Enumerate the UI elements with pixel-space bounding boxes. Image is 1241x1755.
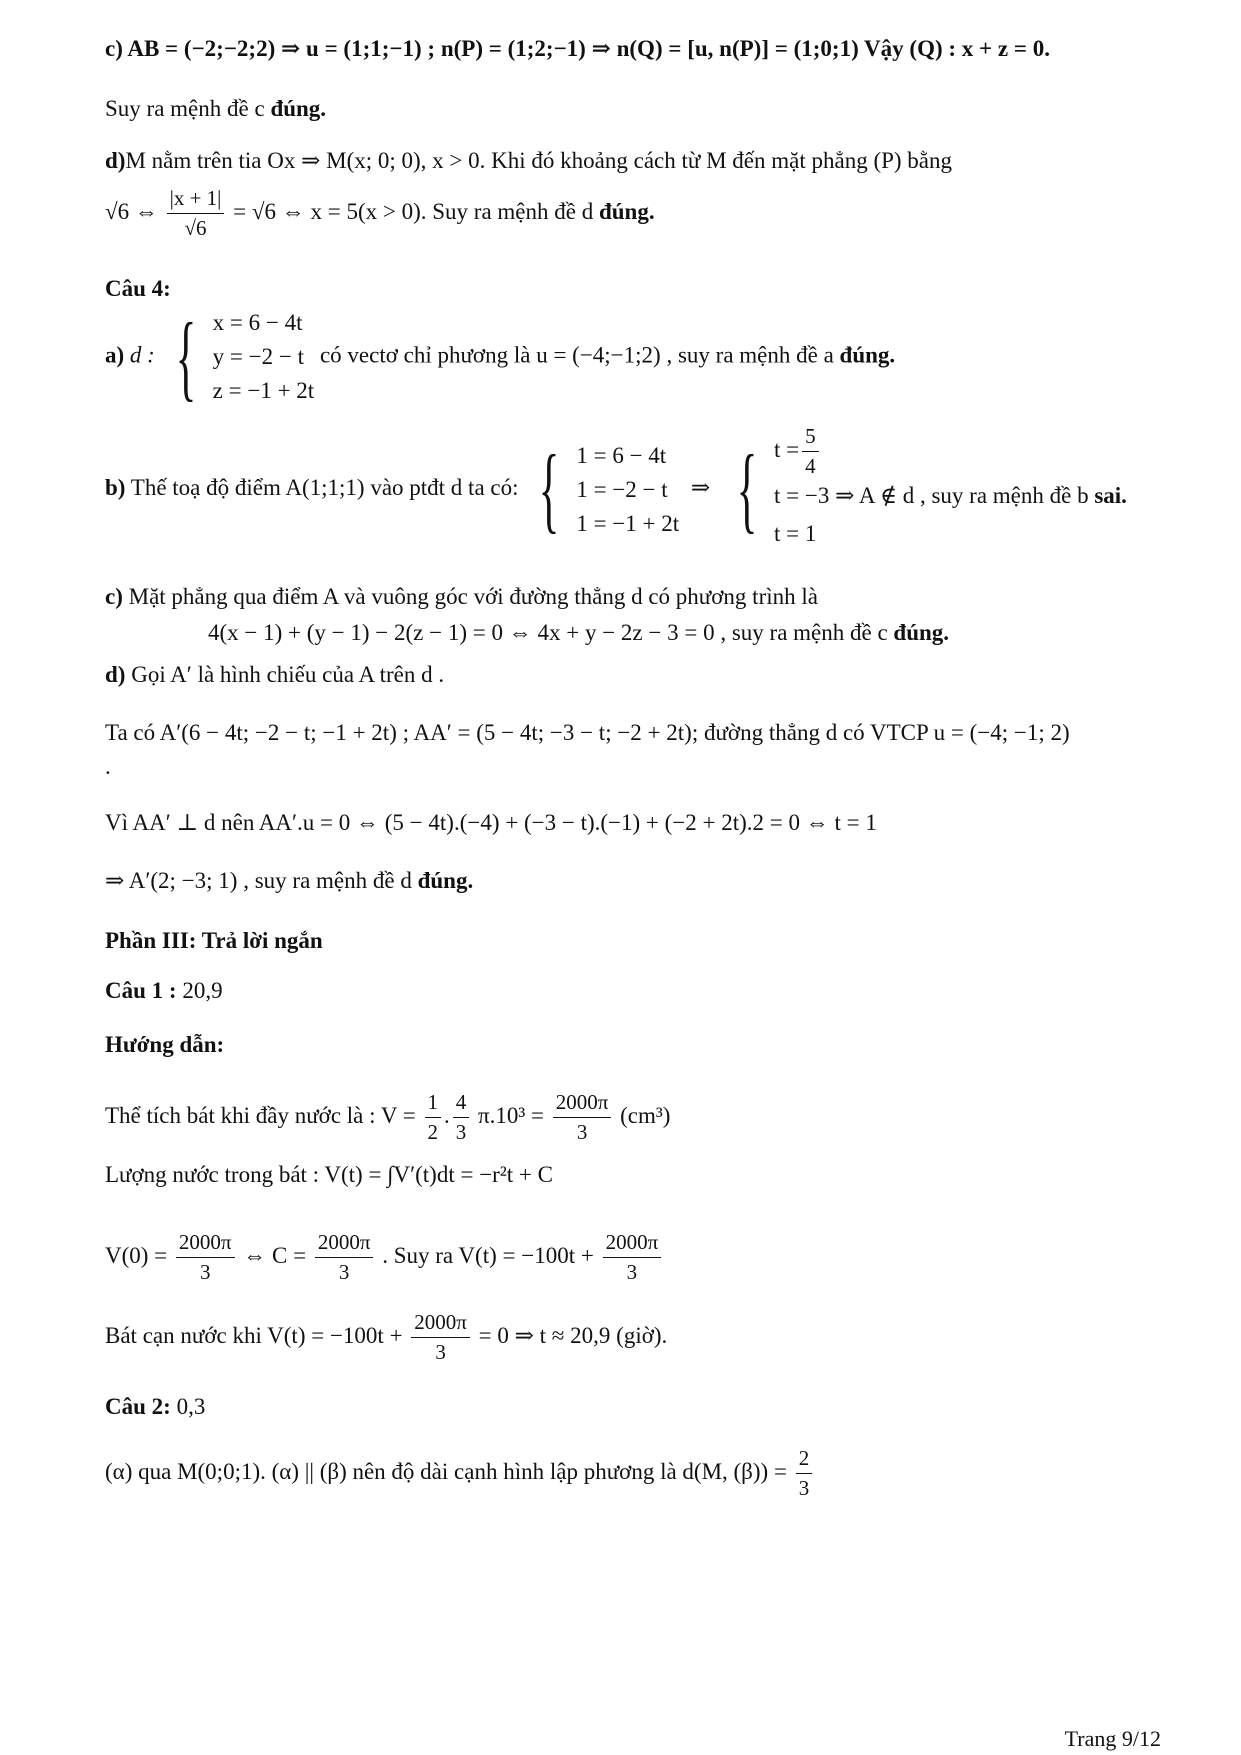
frac-num: |x + 1| [167,188,225,214]
frac-num: 2 [796,1448,813,1474]
d4-label: d) [105,662,126,687]
heading-huongdan: Hướng dẫn: [105,1032,225,1057]
system-b2 [722,426,1127,553]
a-label: a) [105,342,125,368]
d5-bold: đúng. [417,868,474,893]
d5-text: ⇒ A′(2; −3; 1) , suy ra mệnh đề d [105,868,418,893]
row: x = 6 − 4t [212,310,303,335]
c-eq: 4(x − 1) + (y − 1) − 2(z − 1) = 0 ⇔ 4x + y − 2z − 3 = 0 , suy ra mệnh đề c [208,620,894,645]
line-c-conclusion [105,94,326,124]
v1-mid: π.10³ = [478,1102,545,1128]
line-c-q4 [105,582,818,612]
frac-num: 2000π [411,1312,470,1338]
frac-den: 3 [435,1340,446,1364]
line-d2: Ta có A′(6 − 4t; −2 − t; −1 + 2t) ; AA′ = (5 − 4t; −3 − t; −2 + 2t); đường thẳng d có VTCP u = (−4; −1; 2) [105,720,1070,745]
distance-eq-right: = √6 ⇔ x = 5(x > 0). Suy ra mệnh đề d [233,198,599,224]
cau1-label: Câu 1 : [105,978,177,1003]
frac-num: 4 [453,1092,470,1118]
frac [796,1448,813,1499]
frac-2000pi [553,1092,612,1143]
v3-b: ⇔ C = [243,1242,307,1268]
a-bold: đúng. [839,342,896,368]
conclusion-bold: đúng. [270,96,327,121]
row: 1 = 6 − 4t [576,442,667,468]
frac-num: 2000π [603,1232,662,1258]
distance-eq-left: √6 ⇔ [105,198,158,224]
frac-den: √6 [184,216,207,240]
d4-text: Gọi A′ là hình chiếu của A trên d . [125,662,445,687]
frac-den: 3 [455,1120,467,1144]
line-empty-bowl [105,1312,667,1363]
c-label: c) [105,584,123,609]
line-d-q3 [105,146,952,176]
brace-b1: { [538,435,560,543]
line-volume [105,1092,670,1143]
distance-bold: đúng. [598,198,655,224]
frac-den: 3 [798,1476,810,1500]
c-text: Mặt phẳng qua điểm A và vuông góc với đường thẳng d có phương trình là [122,584,818,609]
brace-b2: { [736,435,758,543]
line-integral: Lượng nước trong bát : V(t) = ∫V′(t)dt = −r²t + C [105,1162,553,1187]
frac-four-thirds [453,1092,470,1143]
line-c-eq [208,618,949,648]
v4-b: = 0 ⇒ t ≈ 20,9 (giờ). [478,1322,668,1348]
frac-den: 3 [199,1260,211,1284]
line-d4: Vì AA′ ⊥ d nên AA′.u = 0 ⇔ (5 − 4t).(−4) + (−3 − t).(−1) + (−2 + 2t).2 = 0 ⇔ t = 1 [105,810,877,835]
row: y = −2 − t [212,344,304,369]
c-bold: đúng. [893,620,950,645]
frac-den: 3 [338,1260,350,1284]
line-cau2 [105,1392,205,1422]
frac [176,1232,235,1283]
line-v0 [105,1232,664,1283]
b-text: Thế toạ độ điểm A(1;1;1) vào ptđt d ta có: [125,474,519,500]
conclusion-text: Suy ra mệnh đề c [105,96,271,121]
frac-den: 3 [626,1260,638,1284]
v1-unit: (cm³) [620,1102,671,1128]
t-row2: t = −3 ⇒ A ∉ d , suy ra mệnh đề b [774,483,1095,508]
line-d-q4 [105,660,444,690]
v3-c: . Suy ra V(t) = −100t + [382,1242,594,1268]
row: t = 1 [774,521,817,546]
frac-num: 2000π [553,1092,612,1118]
frac-num: 2000π [315,1232,374,1258]
line-d3: . [105,754,111,779]
row [774,477,1127,515]
page-number: Trang 9/12 [1064,1726,1161,1751]
row: z = −1 + 2t [212,378,315,403]
system-a [161,302,315,410]
c2-text: (α) qua M(0;0;1). (α) || (β) nên độ dài cạnh hình lập phương là d(M, (β)) = [105,1458,787,1484]
d-label: d) [105,148,126,173]
system-b1-rows [576,439,679,541]
frac-num: 1 [425,1092,442,1118]
frac [411,1312,470,1363]
frac-half [425,1092,442,1143]
dot: . [444,1102,450,1128]
b-arrow: ⇒ [690,474,711,500]
b-bold: sai. [1094,483,1127,508]
a-text: có vectơ chỉ phương là u = (−4;−1;2) , suy ra mệnh đề a [319,342,840,368]
line-c-text: c) AB = (−2;−2;2) ⇒ u = (1;1;−1) ; n(P) = (1;2;−1) ⇒ n(Q) = [u, n(P)] = (1;0;1) Vậy (Q) : x + z = 0. [105,36,1050,61]
line-c-q3 [105,34,1050,64]
frac-num: 5 [802,426,819,452]
brace-a: { [175,302,197,410]
frac-den: 4 [805,454,816,478]
t-fraction [802,426,819,477]
v4-a: Bát cạn nước khi V(t) = −100t + [105,1322,403,1348]
line-a-q4 [105,302,896,410]
row: 1 = −2 − t [576,476,668,502]
heading-phan3: Phần III: Trả lời ngắn [105,928,323,953]
d-text: M nằm trên tia Ox ⇒ M(x; 0; 0), x > 0. Khi đó khoảng cách từ M đến mặt phẳng (P) bằng [125,148,953,173]
line-d5 [105,866,473,896]
line-b-q4 [105,426,1127,553]
system-a-rows [213,306,315,408]
t-label: t = [774,436,800,462]
frac [315,1232,374,1283]
frac [603,1232,662,1283]
a-d: d : [129,342,155,368]
frac-num: 2000π [176,1232,235,1258]
v3-a: V(0) = [105,1242,168,1268]
line-cau1 [105,976,223,1006]
line-cube-edge [105,1448,815,1499]
frac-den: 2 [427,1120,439,1144]
distance-fraction [167,188,225,239]
line-d-distance [105,188,655,239]
cau2-label: Câu 2: [105,1394,171,1419]
v1-text: Thể tích bát khi đầy nước là : V = [105,1102,416,1128]
cau1-value: 20,9 [176,978,223,1003]
system-b2-rows [774,426,1127,553]
cau2-value: 0,3 [170,1394,206,1419]
frac-den: 3 [576,1120,588,1144]
system-b1 [524,435,680,543]
row: 1 = −1 + 2t [576,510,680,536]
b-label: b) [105,474,126,500]
row [774,426,1127,477]
heading-cau4: Câu 4: [105,276,171,301]
